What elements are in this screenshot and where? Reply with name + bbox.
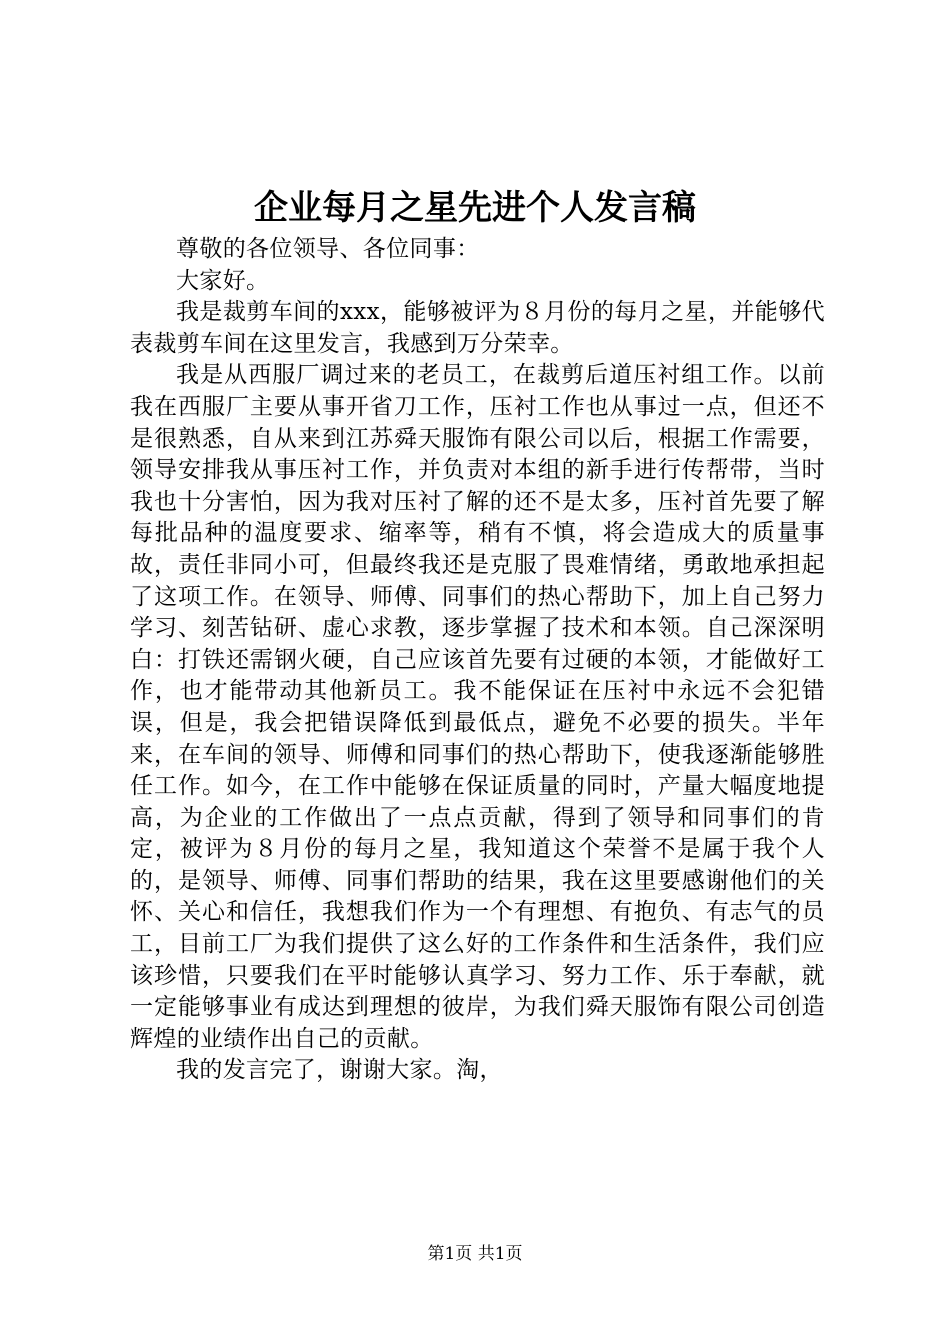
document-title: 企业每月之星先进个人发言稿 <box>254 188 696 228</box>
salutation-paragraph: 尊敬的各位领导、各位同事： <box>176 236 480 262</box>
page-number-footer: 第1页 共1页 <box>427 1244 523 1264</box>
closing-paragraph: 我的发言完了，谢谢大家。淘， <box>176 1057 503 1084</box>
intro-paragraph: 我是裁剪车间的xxx，能够被评为８月份的每月之星，并能够代表裁剪车间在这里发言，我感到万分荣幸。 <box>130 299 825 357</box>
main-paragraph: 我是从西服厂调过来的老员工，在裁剪后道压衬组工作。以前我在西服厂主要从事开省刀工作，压衬工作也从事过一点，但还不是很熟悉，自从来到江苏舜天服饰有限公司以后，根据工作需要，领导安排我从事压衬工作，并负责对本组的新手进行传帮带，当时我也十分害怕，因为我对压衬了解的还不是太多，压衬首先要了解每批品种的温度要求、缩率等，稍有不慎，将会造成大的质量事故，责任非同小可，但最终我还是克服了畏难情绪，勇敢地承担起了这项工作。在领导、师傅、同事们的热心帮助下，加上自己努力学习、刻苦钻研、虚心求教，逐步掌握了技术和本领。自己深深明白：打铁还需钢火硬，自己应该首先要有过硬的本领，才能做好工作，也才能带动其他新员工。我不能保证在压衬中永远不会犯错误，但是，我会把错误降低到最低点，避免不必要的损失。半年来，在车间的领导、师傅和同事们的热心帮助下，使我逐渐能够胜任工作。如今，在工作中能够在保证质量的同时，产量大幅度地提高，为企业的工作做出了一点点贡献，得到了领导和同事们的肯定，被评为８月份的每月之星，我知道这个荣誉不是属于我个人的，是领导、师傅、同事们帮助的结果，我在这里要感谢他们的关怀、关心和信任，我想我们作为一个有理想、有抱负、有志气的员工，目前工厂为我们提供了这么好的工作条件和生活条件，我们应该珍惜，只要我们在平时能够认真学习、努力工作、乐于奉献，就一定能够事业有成达到理想的彼岸，为我们舜天服饰有限公司创造辉煌的业绩作出自己的贡献。 <box>130 362 825 1052</box>
document-body <box>130 234 825 1087</box>
greeting-paragraph: 大家好。 <box>176 267 270 294</box>
